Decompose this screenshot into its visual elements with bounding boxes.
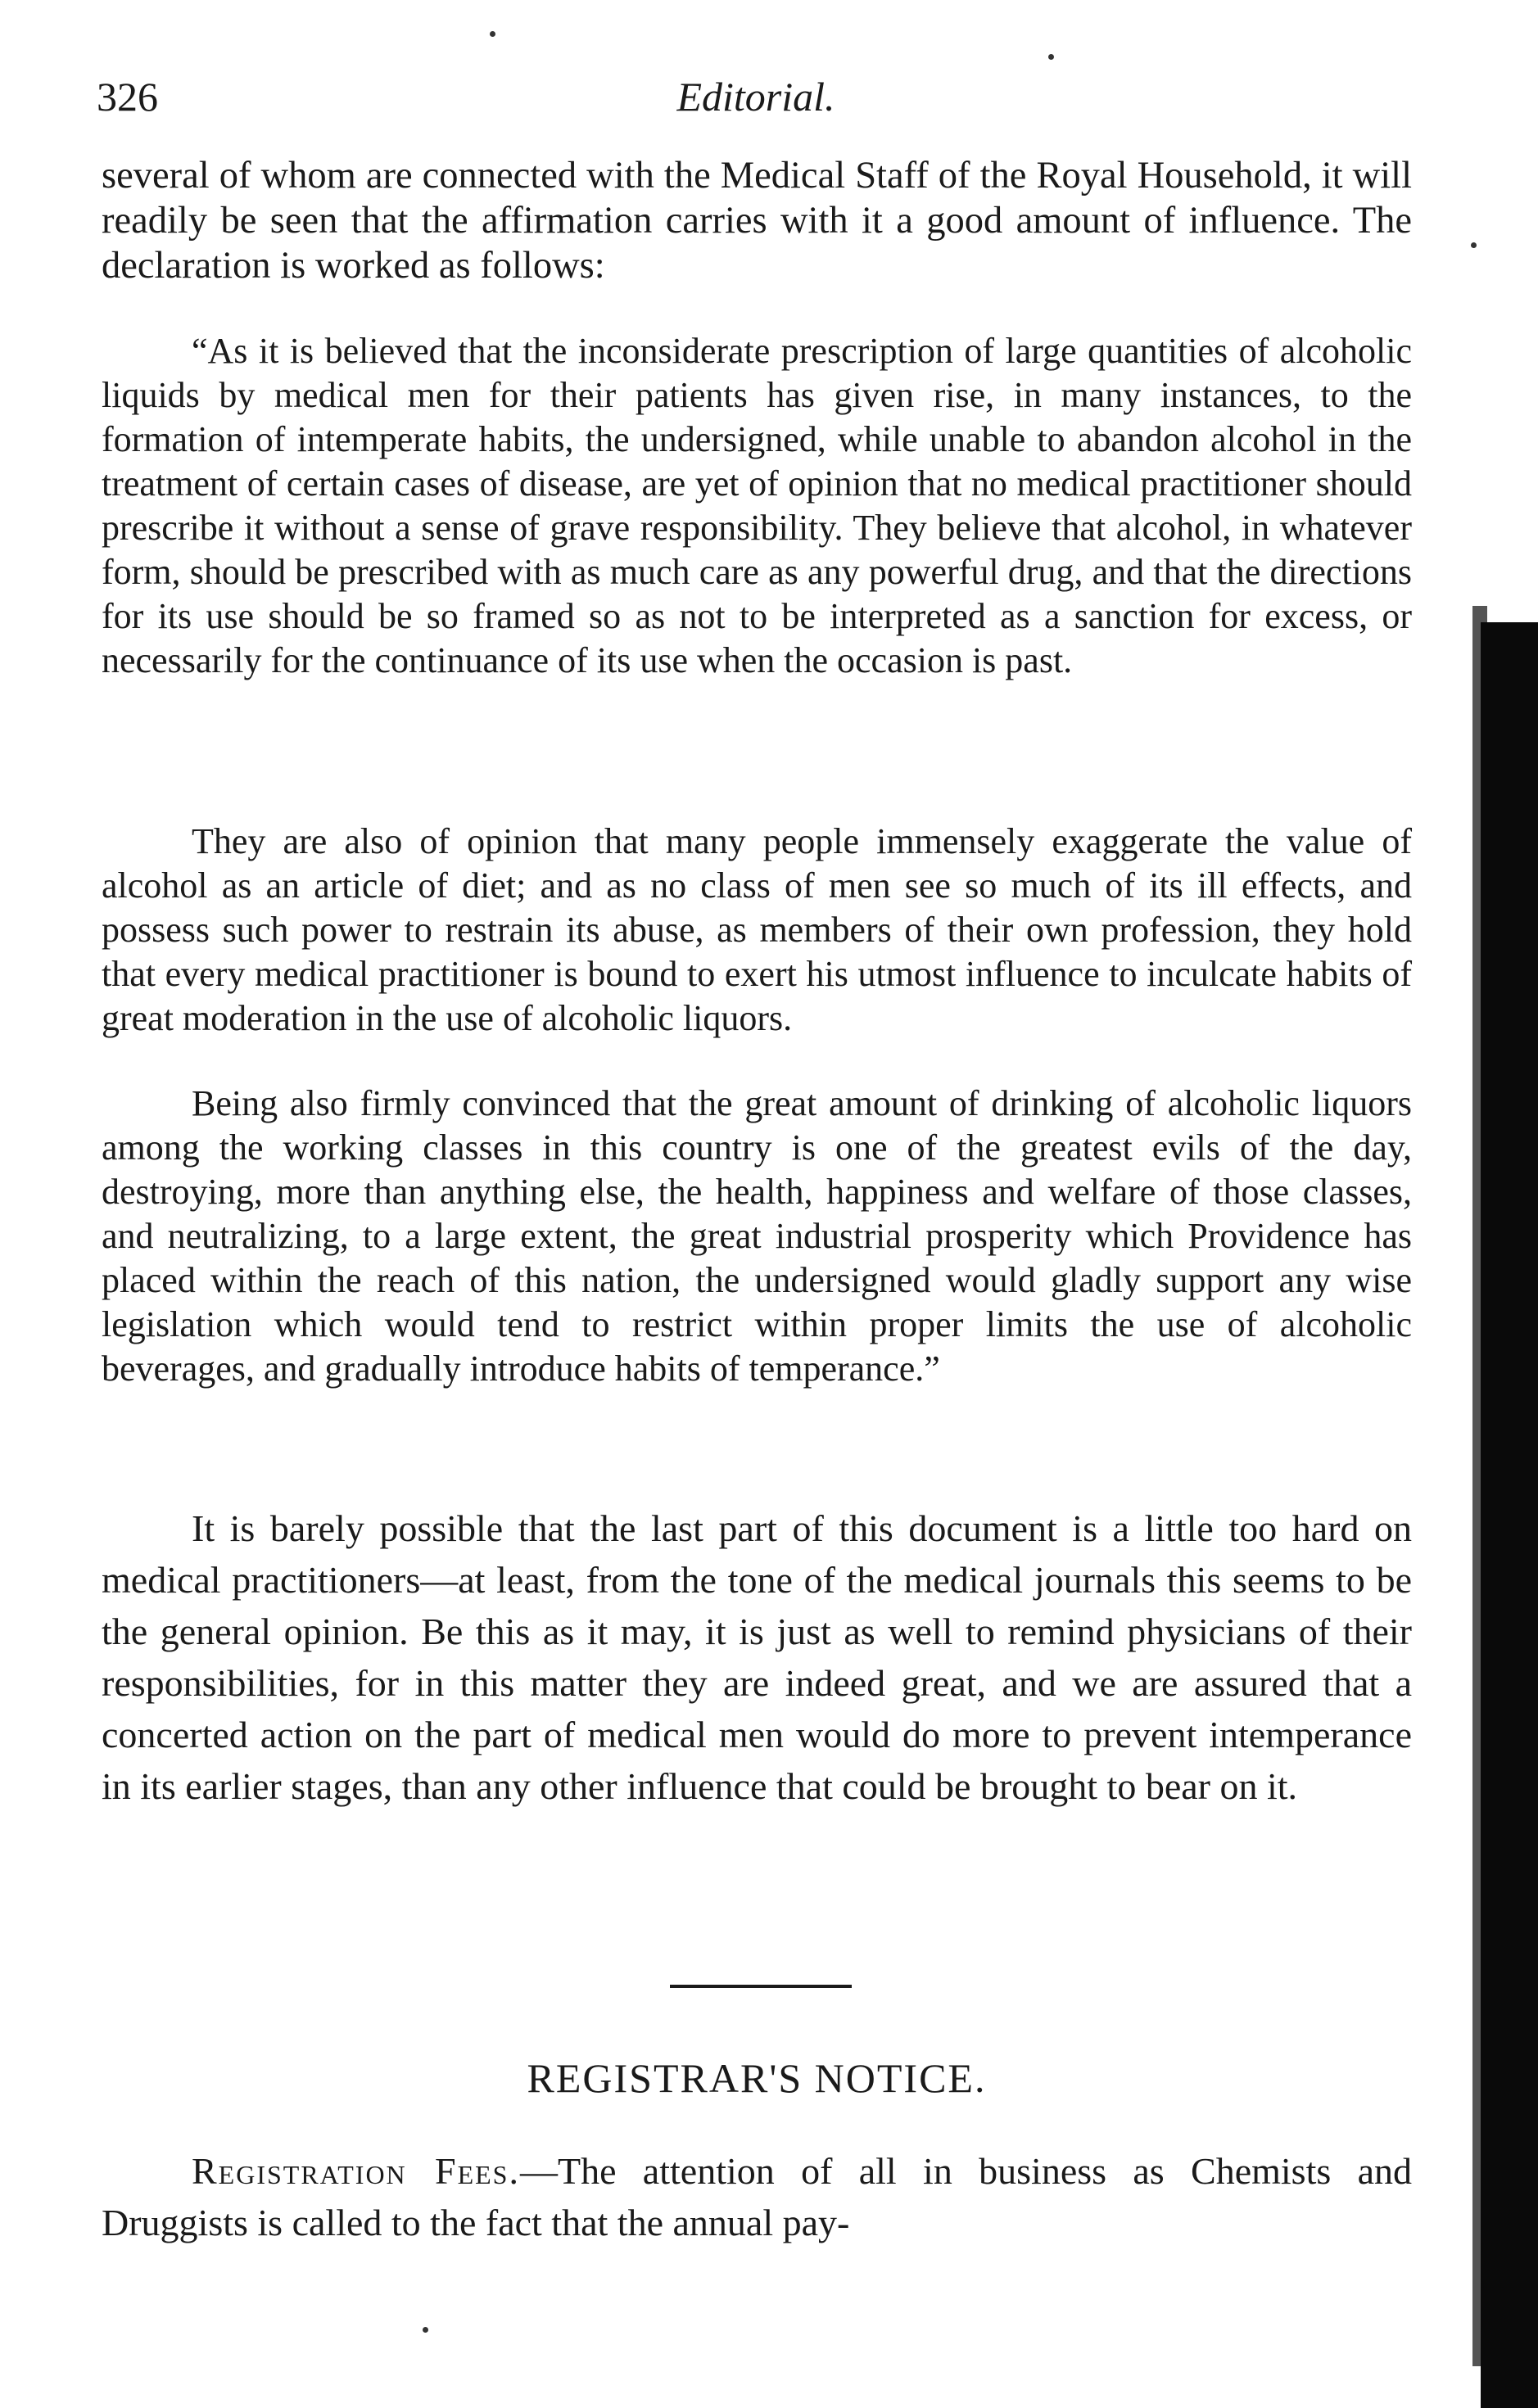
scan-speck (1471, 242, 1477, 248)
quote-paragraph-1: “As it is believed that the inconsiderate prescription of large quantities of alcoholic liquids by medical men for their patients has given rise, in many instances, to the formation of intemperate habits, the undersigned, while unable to abandon alcohol in the treatment of certain cases of disease, are yet of opinion that no medical practitioner should prescribe it without a sense of grave responsibility. They believe that alcohol, in whatever form, should be prescribed with as much care as any powerful drug, and that the directions for its use should be so framed so as not to be interpreted as a sanction for excess, or necessarily for the continuance of its use when the occasion is past. (102, 331, 1412, 680)
page-number: 326 (97, 74, 158, 120)
quote-paragraph-3: Being also firmly convinced that the great amount of drinking of alcoholic liquors among the working classes in this country is one of the greatest evils of the day, destroying, more than anything else, the health, happiness and welfare of those classes, and neutralizing, to a large extent, the great industrial prosperity which Providence has placed within the reach of this nation, the undersigned would gladly support any wise legislation which would tend to restrict within proper limits the use of alcoholic beverages, and gradually introduce habits of temperance.” (102, 1083, 1412, 1389)
running-head: Editorial. (676, 74, 835, 120)
scan-speck (1048, 54, 1054, 60)
registration-fees-lead-in: Registration Fees. (192, 2150, 520, 2192)
registrar-text: —The attention of all in business as Chemists and Druggists is called to the fact that the annual pay- (102, 2150, 1412, 2243)
section-divider (670, 1985, 852, 1988)
intro-paragraph: several of whom are connected with the Medical Staff of the Royal Household, it will readily be seen that the affirmation carries with it a good amount of influence. The declaration is worked as follows: (102, 155, 1412, 287)
page-header (97, 72, 1415, 138)
section-title: REGISTRAR'S NOTICE. (527, 2055, 987, 2101)
scan-speck (423, 2327, 428, 2333)
quote-paragraph-2: They are also of opinion that many people immensely exaggerate the value of alcohol as an article of diet; and as no class of men see so much of its ill effects, and possess such power to restrain its abuse, as members of their own profession, they hold that every medical practitioner is bound to exert his utmost influence to inculcate habits of great moderation in the use of alcoholic liquors. (102, 821, 1412, 1038)
registrar-paragraph (102, 2145, 1412, 2248)
scan-edge-bar (1481, 622, 1538, 2408)
scan-speck (490, 31, 495, 37)
comment-paragraph: It is barely possible that the last part of this document is a little too hard on medical practitioners—at least, from the tone of the medical journals this seems to be the general opinion. Be this as it may, it is just as well to remind physicians of their responsibilities, for in this matter they are indeed great, and we are assured that a concerted action on the part of medical men would do more to prevent intemperance in its earlier stages, than any other influence that could be brought to bear on it. (102, 1507, 1412, 1807)
